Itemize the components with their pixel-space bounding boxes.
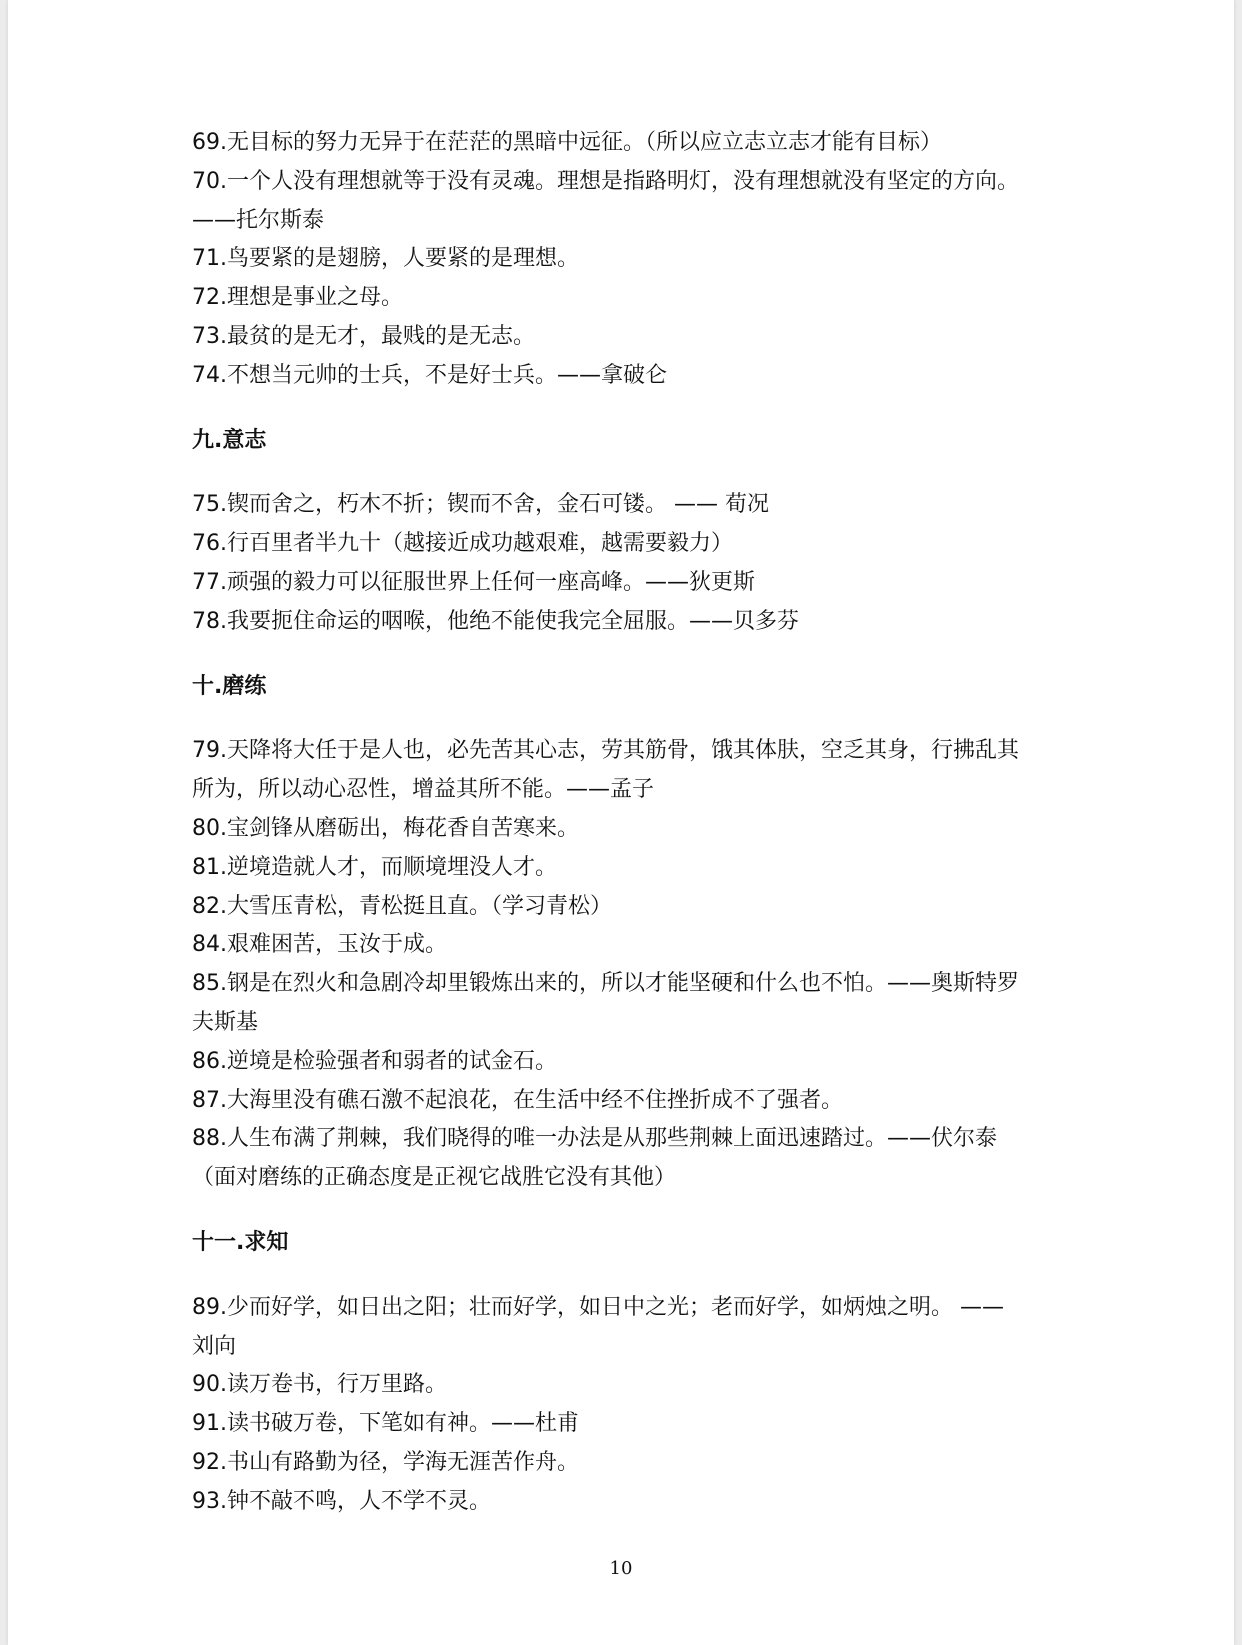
document-page bbox=[8, 0, 1234, 1645]
quote-list-will bbox=[192, 486, 1072, 641]
quote-line: 70.一个人没有理想就等于没有灵魂。理想是指路明灯，没有理想就没有坚定的方向。 bbox=[192, 168, 1019, 194]
quote-line: 85.钢是在烈火和急剧冷却里锻炼出来的，所以才能坚硬和什么也不怕。——奥斯特罗 bbox=[192, 971, 1019, 997]
quote-line: 91.读书破万卷，下笔如有神。——杜甫 bbox=[192, 1411, 579, 1437]
quote-line: 82.大雪压青松，青松挺且直。（学习青松） bbox=[192, 893, 612, 919]
quote-line: 80.宝剑锋从磨砺出，梅花香自苦寒来。 bbox=[192, 815, 579, 841]
quote-line: 77.顽强的毅力可以征服世界上任何一座高峰。——狄更斯 bbox=[192, 569, 755, 595]
quote-line: 84.艰难困苦，玉汝于成。 bbox=[192, 932, 447, 958]
quote-line: 所为，所以动心忍性，增益其所不能。——孟子 bbox=[192, 777, 655, 803]
page-number: 10 bbox=[609, 1558, 633, 1579]
quote-line: 92.书山有路勤为径，学海无涯苦作舟。 bbox=[192, 1449, 579, 1475]
quote-line: 89.少而好学，如日出之阳；壮而好学，如日中之光；老而好学，如炳烛之明。 —— bbox=[192, 1294, 1004, 1320]
quote-line: 73.最贫的是无才，最贱的是无志。 bbox=[192, 323, 535, 349]
quote-line: 87.大海里没有礁石激不起浪花，在生活中经不住挫折成不了强者。 bbox=[192, 1087, 843, 1113]
quote-line: 88.人生布满了荆棘，我们晓得的唯一办法是从那些荆棘上面迅速踏过。——伏尔泰 bbox=[192, 1126, 997, 1152]
quote-line: 72.理想是事业之母。 bbox=[192, 285, 403, 311]
quote-list-ideal bbox=[192, 124, 1072, 396]
quote-line: ——托尔斯泰 bbox=[192, 207, 325, 233]
quote-line: 90.读万卷书，行万里路。 bbox=[192, 1372, 447, 1398]
section-heading-will: 九.意志 bbox=[192, 427, 267, 453]
section-heading-tempering: 十.磨练 bbox=[192, 673, 267, 699]
quote-line: 74.不想当元帅的士兵，不是好士兵。——拿破仑 bbox=[192, 362, 667, 388]
quote-line: 71.鸟要紧的是翅膀，人要紧的是理想。 bbox=[192, 246, 579, 272]
quote-line: （面对磨练的正确态度是正视它战胜它没有其他） bbox=[192, 1165, 677, 1191]
quote-line: 78.我要扼住命运的咽喉，他绝不能使我完全屈服。——贝多芬 bbox=[192, 608, 799, 634]
quote-line: 93.钟不敲不鸣，人不学不灵。 bbox=[192, 1488, 491, 1514]
quote-line: 76.行百里者半九十（越接近成功越艰难，越需要毅力） bbox=[192, 531, 733, 557]
section-heading-learning: 十一.求知 bbox=[192, 1229, 289, 1255]
quote-line: 夫斯基 bbox=[192, 1009, 259, 1035]
quote-list-tempering bbox=[192, 732, 1072, 1198]
quote-line: 69.无目标的努力无异于在茫茫的黑暗中远征。（所以应立志立志才能有目标） bbox=[192, 130, 942, 155]
document-body bbox=[192, 124, 1072, 1522]
quote-line: 79.天降将大任于是人也，必先苦其心志，劳其筋骨，饿其体肤，空乏其身，行拂乱其 bbox=[192, 738, 1019, 764]
quote-line: 86.逆境是检验强者和弱者的试金石。 bbox=[192, 1048, 557, 1074]
quote-line: 81.逆境造就人才，而顺境埋没人才。 bbox=[192, 854, 557, 880]
quote-list-learning bbox=[192, 1289, 1072, 1522]
quote-line: 75.锲而舍之，朽木不折；锲而不舍，金石可镂。 —— 荀况 bbox=[192, 492, 769, 518]
quote-line: 刘向 bbox=[192, 1333, 237, 1359]
